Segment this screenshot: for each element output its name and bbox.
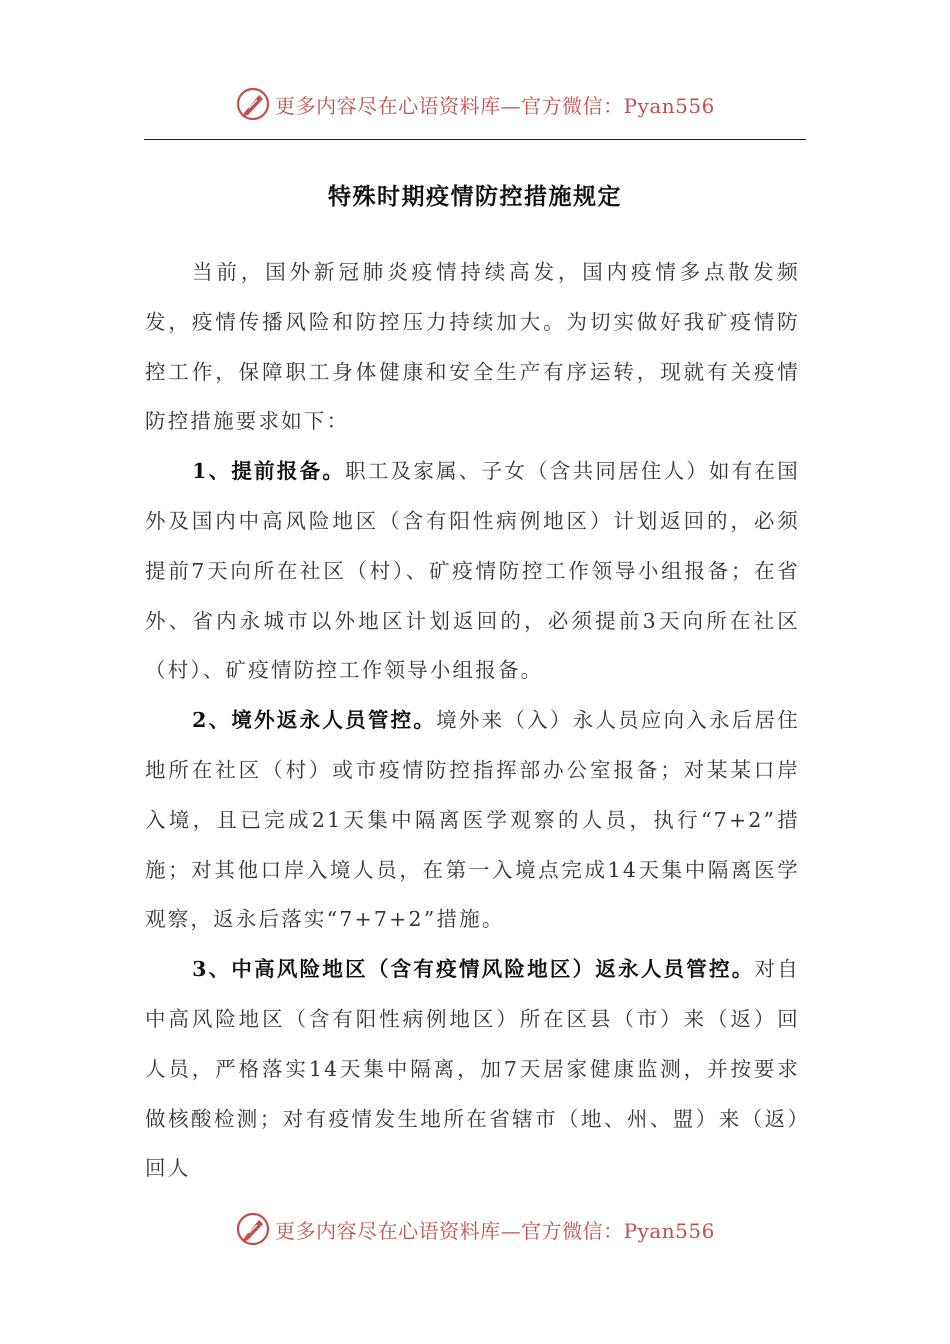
paragraph-text: 对自中高风险地区（含有阳性病例地区）所在区县（市）来（返）回人员，严格落实14天集中隔离，加7天居家健康监测，并按要求做核酸检测；对有疫情发生地所在省辖市（地、州、盟）来（返）回人 [145, 957, 800, 1181]
header-banner [0, 82, 950, 126]
document-body [145, 248, 800, 1194]
paragraph-intro [145, 248, 800, 447]
paragraph-risk-area-return [145, 945, 800, 1194]
footer-banner [0, 1207, 950, 1251]
pen-logo-icon [235, 1211, 271, 1247]
pen-logo-icon [235, 86, 271, 122]
document-title: 特殊时期疫情防控措施规定 [328, 183, 622, 210]
paragraph-text: 职工及家属、子女（含共同居住人）如有在国外及国内中高风险地区（含有阳性病例地区）计划返回的，必须提前7天向所在社区（村）、矿疫情防控工作领导小组报备；在省外、省内永城市以外地区计划返回的，必须提前3天向所在社区（村）、矿疫情防控工作领导小组报备。 [145, 459, 800, 683]
paragraph-advance-report [145, 447, 800, 696]
header-divider [144, 139, 806, 140]
paragraph-overseas-return [145, 696, 800, 945]
paragraph-text: 当前，国外新冠肺炎疫情持续高发，国内疫情多点散发频发，疫情传播风险和防控压力持续加大。为切实做好我矿疫情防控工作，保障职工身体健康和安全生产有序运转，现就有关疫情防控措施要求如下： [145, 260, 800, 434]
footer-banner-text: 更多内容尽在心语资料库—官方微信：Pyan556 [275, 1218, 715, 1243]
paragraph-text: 境外来（入）永人员应向入永后居住地所在社区（村）或市疫情防控指挥部办公室报备；对某某口岸入境，且已完成21天集中隔离医学观察的人员，执行“7+2”措施；对其他口岸入境人员，在第一入境点完成14天集中隔离医学观察，返永后落实“7+7+2”措施。 [145, 708, 800, 932]
header-banner-text: 更多内容尽在心语资料库—官方微信：Pyan556 [275, 93, 715, 118]
paragraph-heading: 1、提前报备。 [192, 459, 346, 484]
paragraph-heading: 2、境外返永人员管控。 [192, 708, 437, 733]
paragraph-heading: 3、中高风险地区（含有疫情风险地区）返永人员管控。 [192, 957, 755, 982]
